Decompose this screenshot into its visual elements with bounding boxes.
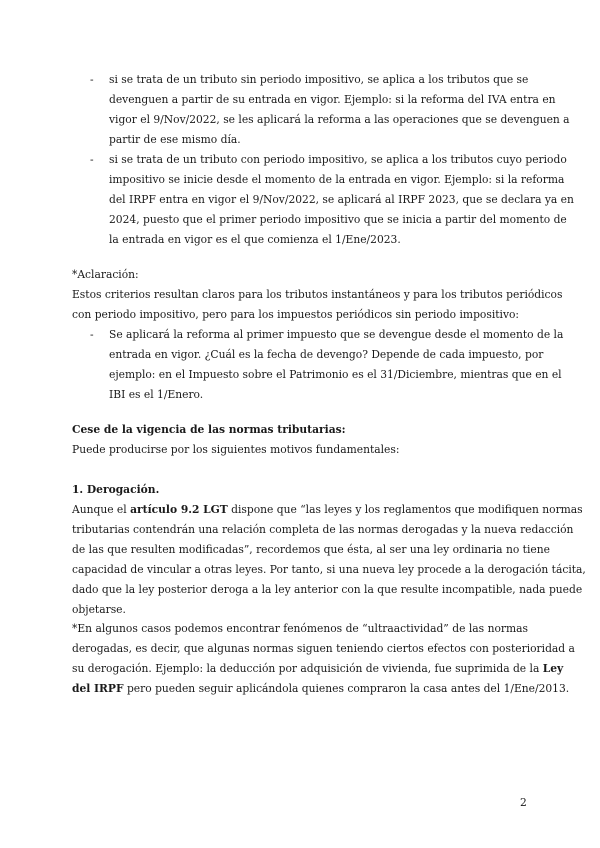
- aclaracion-bullet-line-1: Se aplicará la reforma al primer impuesto que se devengue desde el momento de la: [109, 328, 564, 341]
- derogacion-line-3: de las que resulten modificadas”, recordemos que ésta, al ser una ley ordinaria no tiene: [72, 543, 550, 556]
- aclaracion-bullet-line-3: ejemplo: en el Impuesto sobre el Patrimonio es el 31/Diciembre, mientras que en el: [109, 368, 562, 381]
- articulo-reference: artículo 9.2 LGT: [130, 503, 228, 516]
- ultraactividad-line-3-pre: su derogación. Ejemplo: la deducción por adquisición de vivienda, fue suprimida de la: [72, 662, 543, 675]
- derogacion-line-2: tributarias contendrán una relación completa de las normas derogadas y la nueva redacción: [72, 523, 574, 536]
- cese-heading: Cese de la vigencia de las normas tributarias:: [72, 423, 346, 436]
- derogacion-heading: 1. Derogación.: [72, 483, 160, 496]
- derogacion-line-4: capacidad de vincular a otras leyes. Por tanto, si una nueva ley procede a la derogación tácita,: [72, 563, 586, 576]
- ley-reference: Ley: [542, 662, 564, 675]
- derogacion-line-5: dado que la ley posterior deroga a la ley anterior con la que resulte incompatible, nada puede: [72, 583, 583, 596]
- ultraactividad-line-2: derogadas, es decir, que algunas normas siguen teniendo ciertos efectos con posterioridad a: [72, 642, 575, 655]
- aclaracion-bullet-line-2: entrada en vigor. ¿Cuál es la fecha de devengo? Depende de cada impuesto, por: [109, 348, 544, 361]
- bullet-1-line-2: devenguen a partir de su entrada en vigor. Ejemplo: si la reforma del IVA entra en: [109, 93, 556, 106]
- page-number: 2: [520, 796, 527, 809]
- bullet-2-line-4: 2024, puesto que el primer periodo impositivo que se inicia a partir del momento de: [109, 213, 567, 226]
- bullet-1-line-4: partir de ese mismo día.: [109, 133, 241, 146]
- aclaracion-line-1: Estos criterios resultan claros para los tributos instantáneos y para los tributos periódicos: [72, 288, 563, 301]
- bullet-2-line-1: si se trata de un tributo con periodo impositivo, se aplica a los tributos cuyo periodo: [109, 153, 567, 166]
- ultraactividad-line-4: [72, 682, 569, 696]
- derogacion-line-1-pre: Aunque el: [72, 503, 131, 516]
- bullet-2-line-2: impositivo se inicie desde el momento de la entrada en vigor. Ejemplo: si la reforma: [109, 173, 565, 186]
- derogacion-line-1: [72, 503, 583, 517]
- aclaracion-line-2: con periodo impositivo, pero para los impuestos periódicos sin periodo impositivo:: [72, 308, 520, 321]
- ultraactividad-line-1: *En algunos casos podemos encontrar fenómenos de “ultraactividad” de las normas: [72, 622, 528, 635]
- ultraactividad-line-4-post: pero pueden seguir aplicándola quienes compraron la casa antes del 1/Ene/2013.: [123, 682, 570, 695]
- bullet-1-line-3: vigor el 9/Nov/2022, se les aplicará la reforma a las operaciones que se devenguen a: [109, 113, 570, 126]
- bullet-2-line-3: del IRPF entra en vigor el 9/Nov/2022, se aplicará al IRPF 2023, que se declara ya en: [109, 193, 574, 206]
- bullet-2-line-5: la entrada en vigor es el que comienza el 1/Ene/2023.: [109, 233, 401, 246]
- aclaracion-bullet-line-4: IBI es el 1/Enero.: [109, 388, 204, 401]
- ultraactividad-line-3: [72, 662, 564, 676]
- bullet-1-line-1: si se trata de un tributo sin periodo impositivo, se aplica a los tributos que se: [109, 73, 529, 86]
- bullet-dash: -: [90, 73, 94, 86]
- bullet-dash: -: [90, 153, 94, 166]
- derogacion-line-6: objetarse.: [72, 603, 126, 616]
- aclaracion-title: *Aclaración:: [72, 268, 139, 281]
- irpf-reference: del IRPF: [72, 682, 124, 695]
- derogacion-line-1-post: dispone que “las leyes y los reglamentos que modifiquen normas: [227, 503, 583, 516]
- cese-intro: Puede producirse por los siguientes motivos fundamentales:: [72, 443, 400, 456]
- bullet-dash: -: [90, 328, 94, 341]
